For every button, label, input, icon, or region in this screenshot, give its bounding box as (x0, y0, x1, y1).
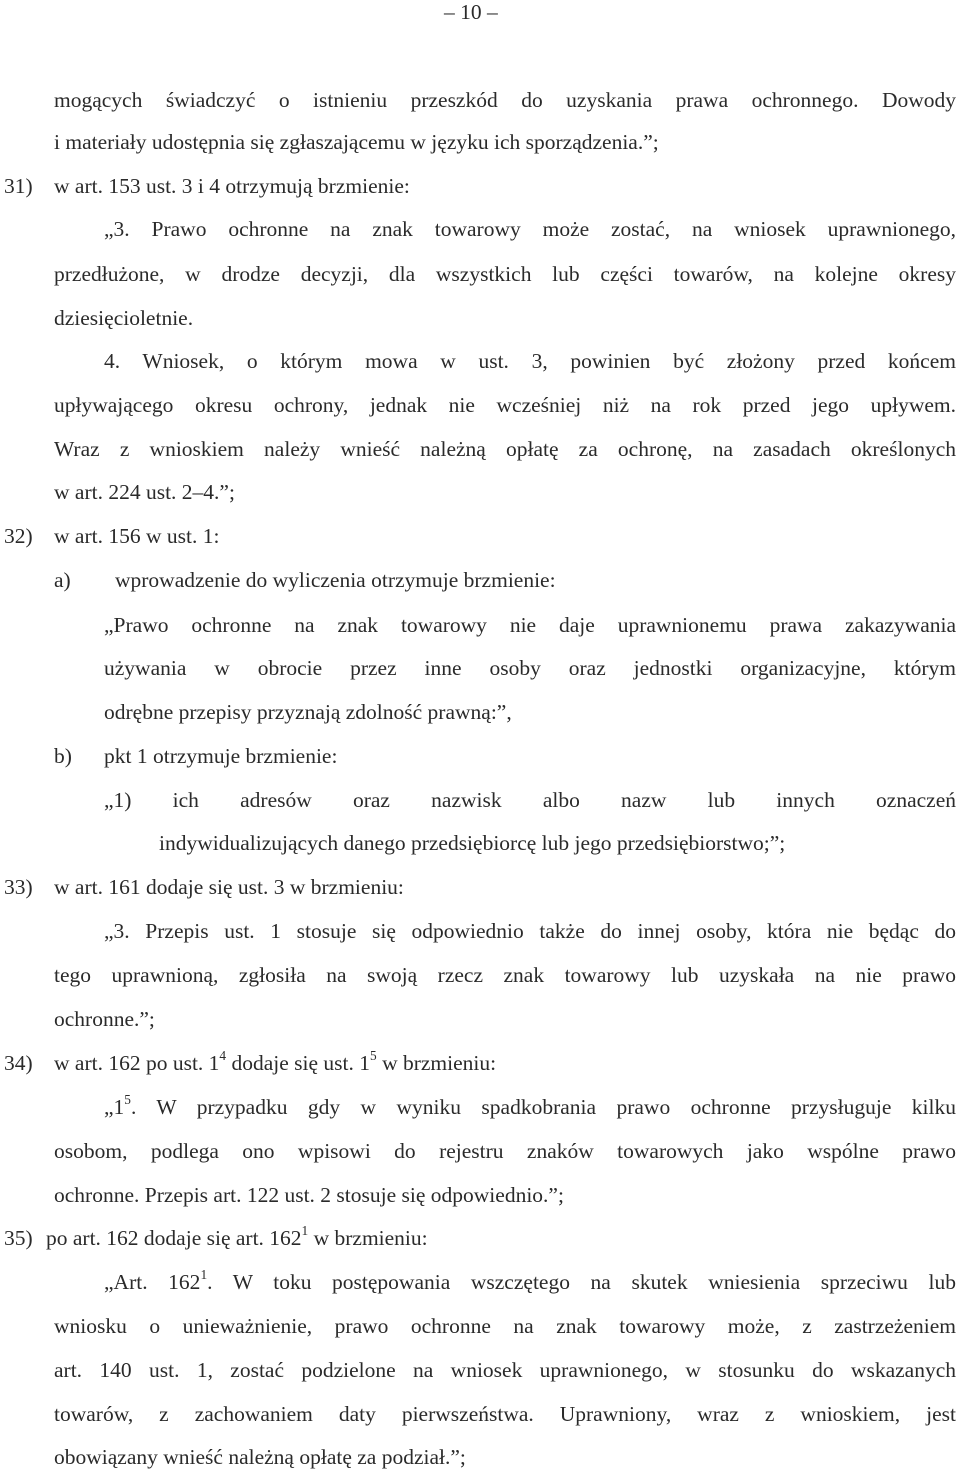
item-text: w art. 156 w ust. 1: (54, 524, 220, 548)
text-line: indywidualizujących danego przedsiębiorcę lub jego przedsiębiorstwo;”; (159, 831, 786, 855)
text-line: tego uprawnioną, zgłosiła na swoją rzecz znak towarowy lub uzyskała na nie prawo (54, 963, 956, 987)
text-line: towarów, z zachowaniem daty pierwszeństwa. Uprawniony, wraz z wnioskiem, jest (54, 1402, 956, 1426)
subitem-text: pkt 1 otrzymuje brzmienie: (104, 744, 338, 768)
item-number: 35) (4, 1226, 33, 1250)
subitem-letter: b) (54, 744, 72, 768)
page-number: – 10 – (444, 0, 498, 24)
text-line: ochronne. Przepis art. 122 ust. 2 stosuje się odpowiednio.”; (54, 1183, 564, 1207)
text-line: 4. Wniosek, o którym mowa w ust. 3, powinien być złożony przed końcem (104, 349, 956, 373)
text-line: odrębne przepisy przyznają zdolność prawną:”, (104, 700, 512, 724)
text-line: dziesięcioletnie. (54, 306, 194, 330)
item-text: po art. 162 dodaje się art. $162^1$ w brzmieniu: (46, 1222, 428, 1250)
text-line: Wraz z wnioskiem należy wnieść należną opłatę za ochronę, na zasadach określonych (54, 437, 956, 461)
text-line: „1) ich adresów oraz nazwisk albo nazw lub innych oznaczeń (104, 788, 956, 812)
text-line: i materiały udostępnia się zgłaszającemu w języku ich sporządzenia.”; (54, 130, 659, 154)
text-line: obowiązany wnieść należną opłatę za podział.”; (54, 1445, 466, 1469)
text-line: „Prawo ochronne na znak towarowy nie daje uprawnionemu prawa zakazywania (104, 613, 956, 637)
text-line: używania w obrocie przez inne osoby oraz jednostki organizacyjne, którym (104, 656, 956, 680)
text-line: ochronne.”; (54, 1007, 155, 1031)
text-line: wniosku o unieważnienie, prawo ochronne na znak towarowy może, z zastrzeżeniem (54, 1314, 956, 1338)
text-line: przedłużone, w drodze decyzji, dla wszystkich lub części towarów, na kolejne okresy (54, 262, 956, 286)
text-line: osobom, podlega ono wpisowi do rejestru znaków towarowych jako wspólne prawo (54, 1139, 956, 1163)
item-number: 32) (4, 524, 33, 548)
subitem-text: wprowadzenie do wyliczenia otrzymuje brzmienie: (115, 568, 556, 592)
text-line: upływającego okresu ochrony, jednak nie wcześniej niż na rok przed jego upływem. (54, 393, 956, 417)
item-number: 33) (4, 875, 33, 899)
text-line: „Art. $162^1$. W toku postępowania wszczętego na skutek wniesienia sprzeciwu lub (104, 1266, 956, 1294)
subitem-letter: a) (54, 568, 71, 592)
item-number: 34) (4, 1051, 33, 1075)
item-text: w art. 153 ust. 3 i 4 otrzymują brzmienie: (54, 174, 410, 198)
text-line: mogących świadczyć o istnieniu przeszkód do uzyskania prawa ochronnego. Dowody (54, 88, 956, 112)
text-line: „3. Przepis ust. 1 stosuje się odpowiednio także do innej osoby, która nie będąc do (104, 919, 956, 943)
text-line: „3. Prawo ochronne na znak towarowy może zostać, na wniosek uprawnionego, (104, 217, 956, 241)
text-line: $„1^5$. W przypadku gdy w wyniku spadkobrania prawo ochronne przysługuje kilku (104, 1091, 956, 1119)
text-line: w art. 224 ust. 2–4.”; (54, 480, 235, 504)
item-number: 31) (4, 174, 33, 198)
item-text: w art. 162 po ust. $1^4$ dodaje się ust. $1^5$ w brzmieniu: (54, 1047, 497, 1075)
item-text: w art. 161 dodaje się ust. 3 w brzmieniu: (54, 875, 404, 899)
text-line: art. 140 ust. 1, zostać podzielone na wniosek uprawnionego, w stosunku do wskazanych (54, 1358, 956, 1382)
